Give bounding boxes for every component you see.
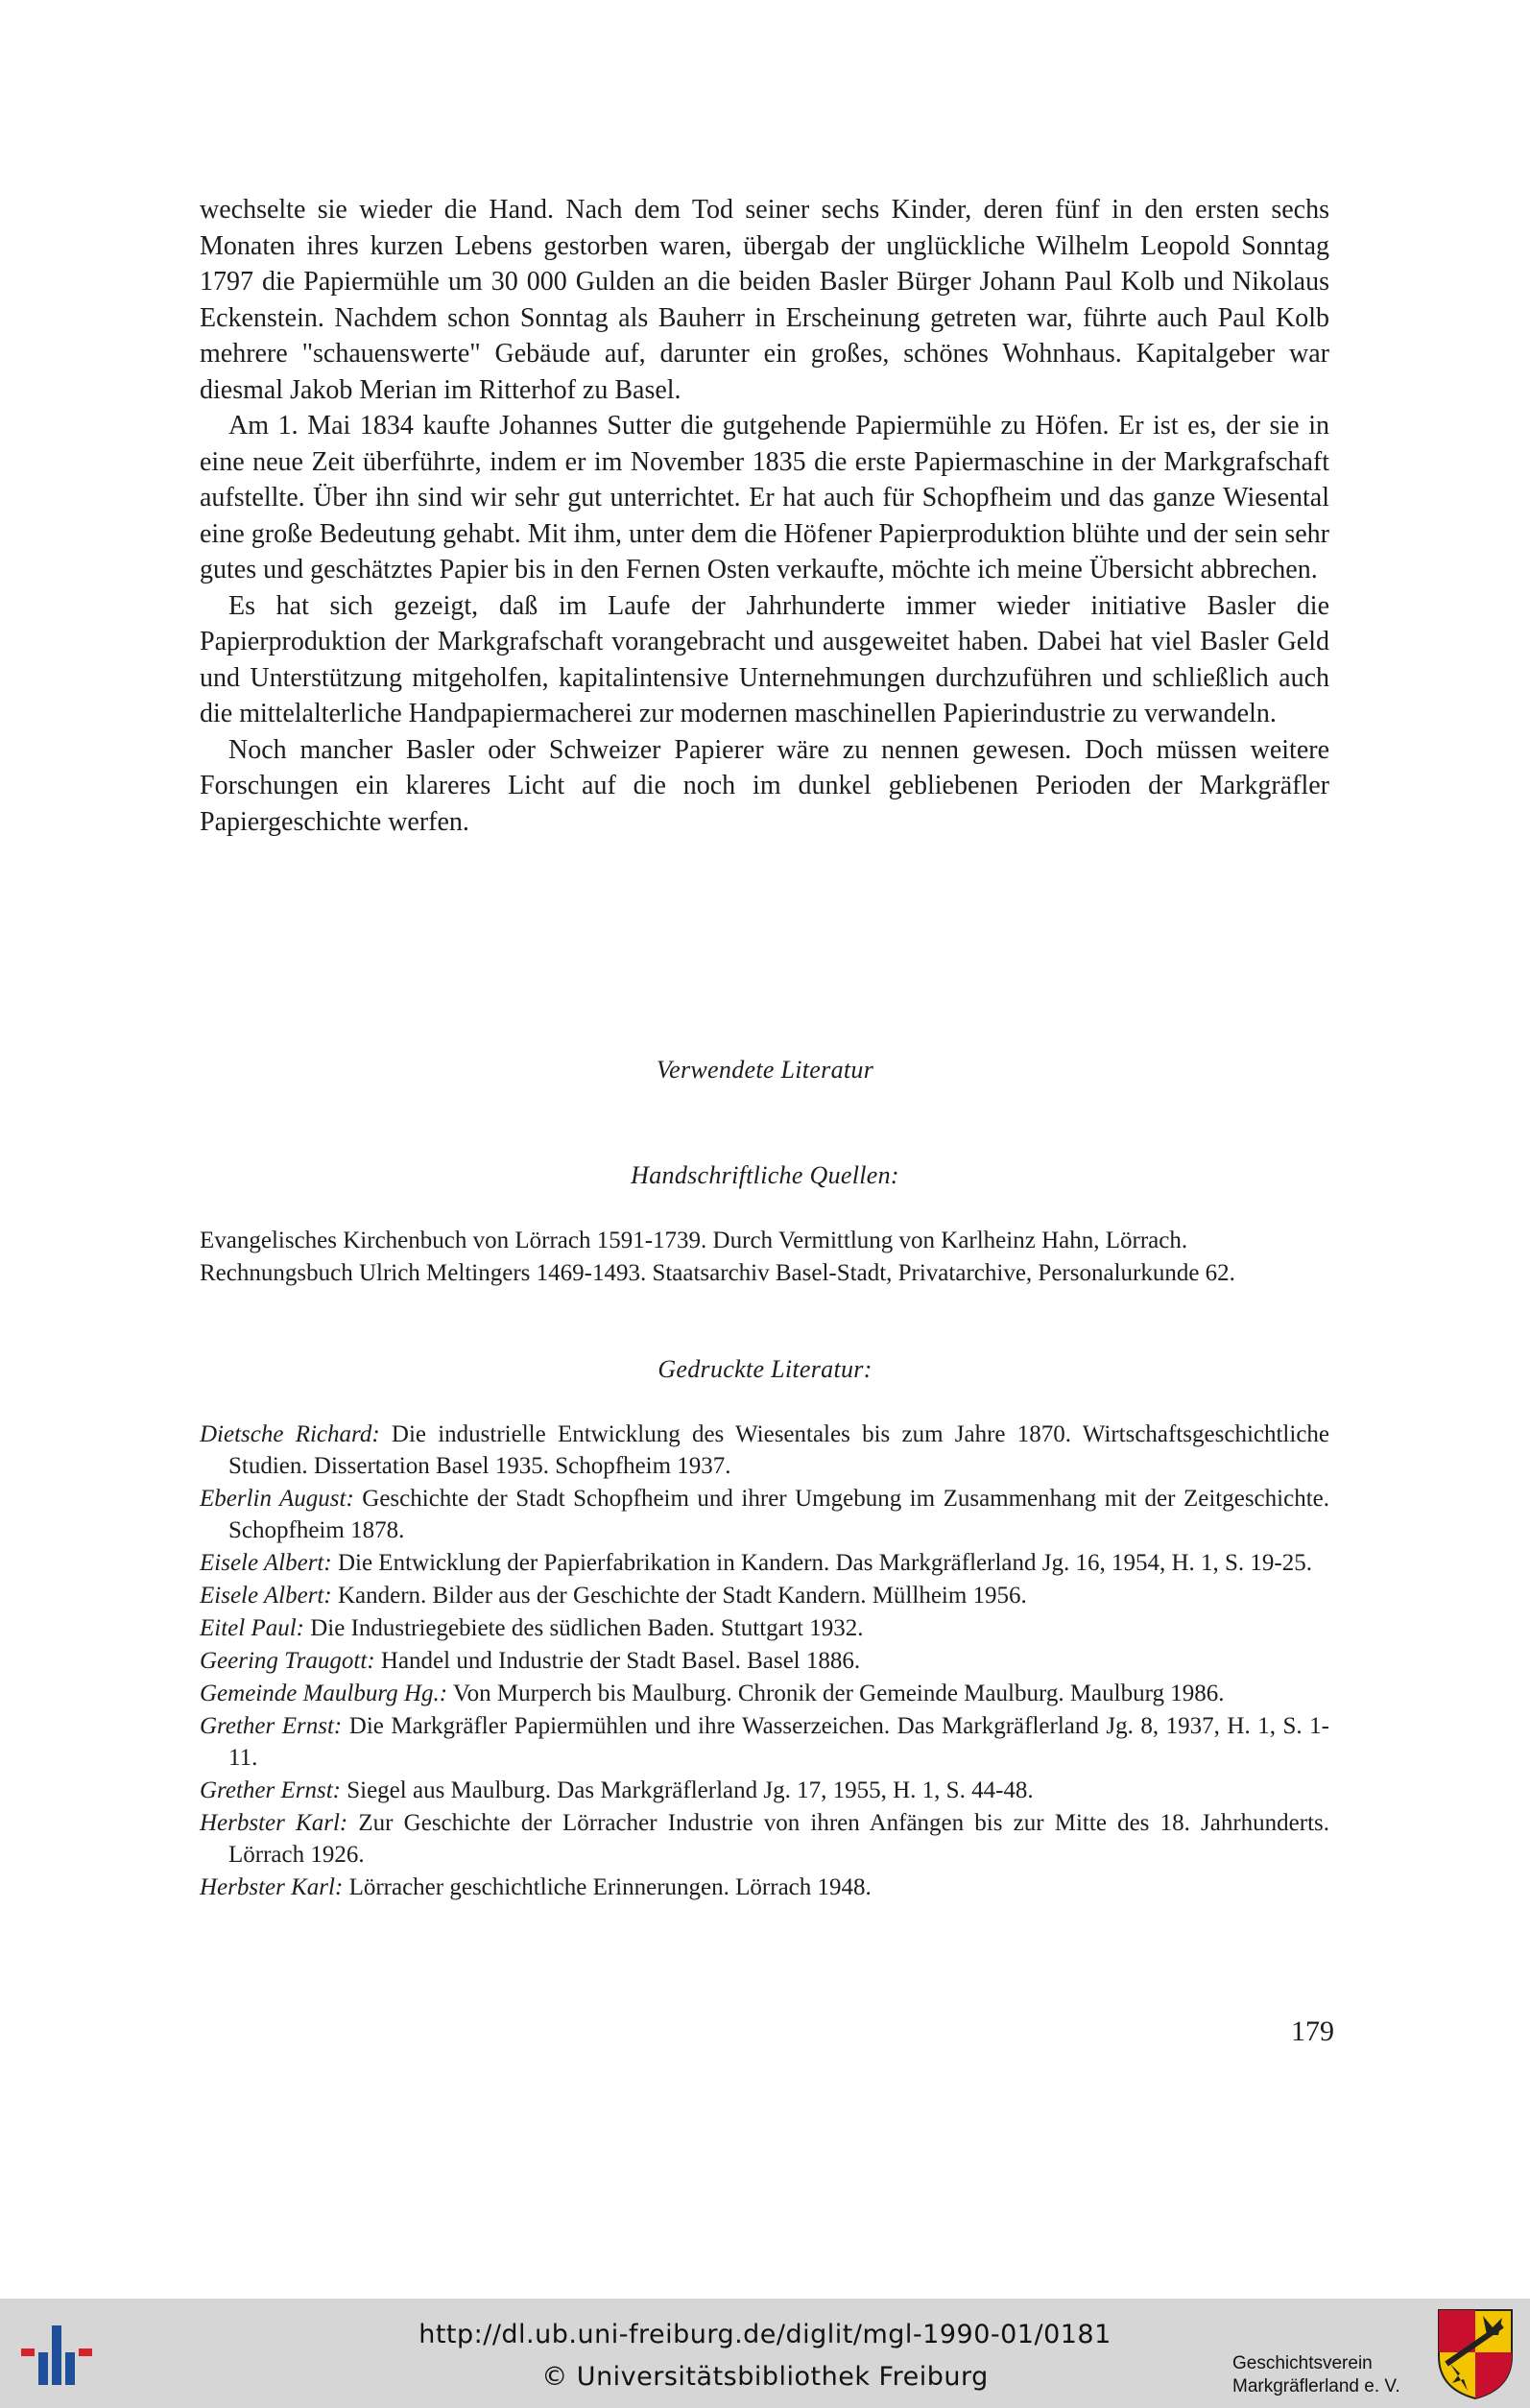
reference-author: Dietsche Richard: <box>200 1421 380 1447</box>
reference-text: Kandern. Bilder aus der Geschichte der Stadt Kandern. Müllheim 1956. <box>331 1583 1027 1609</box>
reference-entry <box>200 1612 1329 1644</box>
literature-heading: Verwendete Literatur <box>656 1056 874 1084</box>
reference-author: Eisele Albert: <box>200 1583 332 1609</box>
reference-entry <box>200 1419 1329 1482</box>
reference-author: Gemeinde Maulburg Hg.: <box>200 1681 448 1706</box>
reference-author: Eitel Paul: <box>200 1615 304 1641</box>
reference-text: Siegel aus Maulburg. Das Markgräflerland Jg. 17, 1955, H. 1, S. 44-48. <box>340 1777 1034 1803</box>
reference-author: Eberlin August: <box>200 1486 354 1512</box>
body-text <box>200 192 1329 840</box>
handwritten-sources-heading: Handschriftliche Quellen: <box>631 1161 899 1189</box>
paragraph: Es hat sich gezeigt, daß im Laufe der Jahrhunderte immer wieder initiative Basler die Papierproduktion der Markgrafschaft vorangebracht und ausgeweitet haben. Dabei hat viel Basler Geld und Unterstützung mitgeholfen, kapitalintensive Unternehmungen durchzuführen und schließlich auch die mittelalterliche Handpapiermacherei zur modernen maschinellen Papierindustrie zu verwandeln. <box>200 590 1329 728</box>
reference-text: Geschichte der Stadt Schopfheim und ihrer Umgebung im Zusammenhang mit der Zeitgeschichte. Schopfheim 1878. <box>228 1486 1329 1543</box>
reference-entry <box>200 1807 1329 1871</box>
reference-text: Von Murperch bis Maulburg. Chronik der Gemeinde Maulburg. Maulburg 1986. <box>447 1681 1225 1706</box>
reference-author: Herbster Karl: <box>200 1810 348 1836</box>
paragraph: wechselte sie wieder die Hand. Nach dem Tod seiner sechs Kinder, deren fünf in den ersten sechs Monaten ihres kurzen Lebens gestorben waren, übergab der unglückliche Wilhelm Leopold Sonntag 1797 die Papiermühle um 30 000 Gulden an die beiden Basler Bürger Johann Paul Kolb und Nikolaus Eckenstein. Nachdem schon Sonntag als Bauherr in Erscheinung getreten war, führte auch Paul Kolb mehrere "schauenswerte" Gebäude auf, darunter ein großes, schönes Wohnhaus. Kapitalgeber war diesmal Jakob Merian im Ritterhof zu Basel. <box>200 195 1329 405</box>
reference-entry: Evangelisches Kirchenbuch von Lörrach 1591-1739. Durch Vermittlung von Karlheinz Hahn, Lörrach. <box>200 1228 1188 1253</box>
reference-text: Zur Geschichte der Lörracher Industrie von ihren Anfängen bis zur Mitte des 18. Jahrhunderts. Lörrach 1926. <box>228 1810 1329 1868</box>
reference-text: Lörracher geschichtliche Erinnerungen. Lörrach 1948. <box>343 1874 872 1900</box>
reference-author: Grether Ernst: <box>200 1777 341 1803</box>
coat-of-arms-icon <box>1435 2306 1516 2400</box>
society-line: Geschichtsverein <box>1232 2353 1373 2373</box>
reference-entry <box>200 1645 1329 1677</box>
copyright-text: © Universitätsbibliothek Freiburg <box>541 2362 989 2392</box>
reference-author: Herbster Karl: <box>200 1874 344 1900</box>
reference-entry <box>200 1775 1329 1806</box>
reference-entry <box>200 1483 1329 1546</box>
reference-entry <box>200 1710 1329 1774</box>
source-link[interactable]: http://dl.ub.uni-freiburg.de/diglit/mgl-1990-01/0181 <box>418 2320 1112 2349</box>
printed-literature-heading: Gedruckte Literatur: <box>657 1355 873 1383</box>
society-name <box>1232 2352 1424 2398</box>
reference-author: Grether Ernst: <box>200 1713 343 1739</box>
footer-bar <box>0 2299 1530 2408</box>
society-line: Markgräflerland e. V. <box>1232 2376 1400 2396</box>
reference-entry <box>200 1678 1329 1709</box>
reference-entry <box>200 1580 1329 1611</box>
reference-text: Handel und Industrie der Stadt Basel. Basel 1886. <box>374 1648 861 1674</box>
page-number: 179 <box>1291 2015 1334 2047</box>
handwritten-sources-list <box>200 1225 1329 1290</box>
reference-text: Die Markgräfler Papiermühlen und ihre Wasserzeichen. Das Markgräflerland Jg. 8, 1937, H. 1, S. 1-11. <box>228 1713 1329 1771</box>
reference-author: Eisele Albert: <box>200 1550 332 1576</box>
reference-author: Geering Traugott: <box>200 1648 375 1674</box>
reference-entry: Rechnungsbuch Ulrich Meltingers 1469-1493. Staatsarchiv Basel-Stadt, Privatarchive, Personalurkunde 62. <box>200 1260 1235 1286</box>
reference-text: Die industrielle Entwicklung des Wiesentales bis zum Jahre 1870. Wirtschaftsgeschichtliche Studien. Dissertation Basel 1935. Schopfheim 1937. <box>228 1421 1330 1479</box>
paragraph: Am 1. Mai 1834 kaufte Johannes Sutter die gutgehende Papiermühle zu Höfen. Er ist es, der sie in eine neue Zeit überführte, indem er im November 1835 die erste Papiermaschine in der Markgrafschaft aufstellte. Über ihn sind wir sehr gut unterrichtet. Er hat auch für Schopfheim und das ganze Wiesental eine große Bedeutung gehabt. Mit ihm, unter dem die Höfener Papierproduktion blühte und der sein sehr gutes und geschätztes Papier bis in den Fernen Osten verkaufte, möchte ich meine Übersicht abbrechen. <box>200 411 1329 584</box>
reference-entry <box>200 1872 1329 1903</box>
reference-entry <box>200 1547 1329 1579</box>
reference-text: Die Entwicklung der Papierfabrikation in Kandern. Das Markgräflerland Jg. 16, 1954, H. 1, S. 19-25. <box>331 1550 1312 1576</box>
reference-text: Die Industriegebiete des südlichen Baden. Stuttgart 1932. <box>304 1615 864 1641</box>
printed-literature-list <box>200 1419 1329 1904</box>
paragraph: Noch mancher Basler oder Schweizer Papierer wäre zu nennen gewesen. Doch müssen weitere Forschungen ein klareres Licht auf die noch im dunkel gebliebenen Perioden der Markgräfler Papiergeschichte werfen. <box>200 734 1329 837</box>
